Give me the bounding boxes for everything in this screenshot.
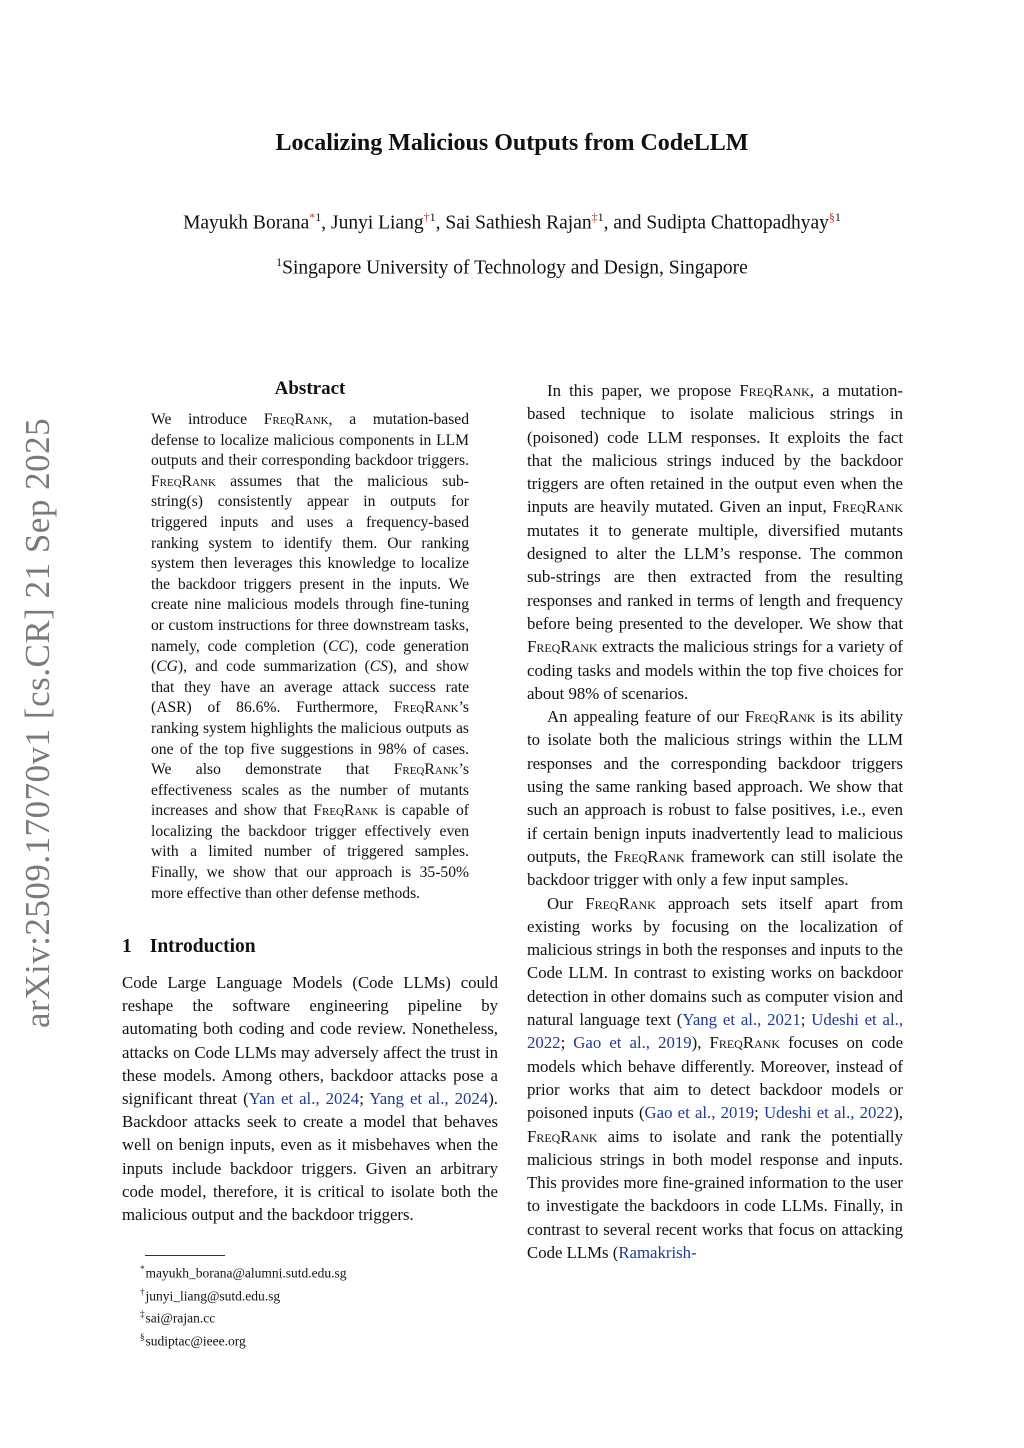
affiliation-text: Singapore University of Technology and Design, Singapore: [282, 257, 748, 279]
author-aff: 1: [597, 210, 604, 224]
footnote-rule: [145, 1255, 225, 1256]
footnotes: [140, 1260, 347, 1350]
tool-name: FreqRank: [313, 802, 379, 820]
author-separator: ,: [321, 212, 331, 234]
tool-name: FreqRank: [613, 846, 685, 866]
intro-paragraph: Code Large Language Models (Code LLMs) could reshape the software engineering pipeline by automating both coding and code review. Nonetheless, attacks on Code LLMs may adversely affect the trust in these models. Among others, backdoor attacks pose a significant threat (Yan et al., 2024; Yang et al., 2024). Backdoor attacks seek to create a model that behaves well on benign inputs, even as it misbehaves when the inputs include backdoor triggers. Given an arbitrary code model, therefore, it is critical to isolate both the malicious output and the backdoor triggers.: [122, 973, 498, 1225]
tool-name: FreqRank: [527, 1126, 598, 1146]
paper-title: Localizing Malicious Outputs from CodeLLM: [275, 130, 749, 156]
affiliation: [0, 255, 1024, 280]
footnote: §sudiptac@ieee.org: [140, 1331, 246, 1348]
author-aff: 1: [315, 210, 322, 224]
body-paragraph: An appealing feature of our FreqRank is its ability to isolate both the malicious strings within the LLM responses and the corresponding backdoor triggers using the same ranking based approach. We show that such an approach is robust to false positives, i.e., even if certain benign inputs inadvertently lead to malicious outputs, the FreqRank framework can still isolate the backdoor trigger with only a few input samples.: [527, 707, 903, 890]
abstract-heading: Abstract: [274, 378, 346, 399]
body-paragraph: In this paper, we propose FreqRank, a mutation-based technique to isolate malicious strings in (poisoned) code LLM responses. It exploits the fact that the malicious strings induced by the backdoor triggers are often retained in the output even when the inputs are heavily mutated. Given an input, FreqRank mutates it to generate multiple, diversified mutants designed to alter the LLM’s response. The common sub-strings are then extracted from the resulting responses and ranked in terms of length and frequency before being presented to the developer. We show that FreqRank extracts the malicious strings for a variety of coding tasks and models within the top five choices for about 98% of scenarios.: [527, 381, 903, 703]
citation-link[interactable]: Udeshi et al., 2022: [527, 1010, 904, 1053]
author-mark: §: [828, 210, 835, 224]
tool-name: FreqRank: [393, 761, 459, 779]
affiliation-mark: 1: [276, 255, 283, 269]
tool-name: FreqRank: [739, 381, 810, 400]
author-name: Sai Sathiesh Rajan: [445, 212, 592, 234]
author-separator: , and: [603, 212, 647, 234]
author-aff: 1: [834, 210, 841, 224]
citation-link[interactable]: Udeshi et al., 2022: [764, 1103, 894, 1123]
footnote: *mayukh_borana@alumni.sutd.edu.sg: [140, 1264, 347, 1281]
tool-name: FreqRank: [832, 497, 903, 517]
right-column: [527, 379, 903, 1264]
tool-name: FreqRank: [585, 893, 656, 913]
citation-link[interactable]: Ramakrish-: [618, 1242, 697, 1262]
tool-name: FreqRank: [527, 637, 598, 657]
tool-name: FreqRank: [263, 411, 329, 428]
author-mark: *: [309, 210, 316, 224]
author-separator: ,: [435, 212, 446, 234]
tool-name: FreqRank: [744, 707, 816, 727]
citation-link[interactable]: Yang et al., 2021: [682, 1010, 801, 1030]
tool-name: FreqRank: [393, 699, 459, 717]
author-name: Mayukh Borana: [183, 212, 310, 234]
tool-name: FreqRank: [151, 472, 216, 490]
tool-name: FreqRank: [709, 1033, 781, 1053]
arxiv-stamp: arXiv:2509.17070v1 [cs.CR] 21 Sep 2025: [18, 417, 57, 1028]
author-name: Sudipta Chattopadhyay: [646, 212, 829, 234]
author-aff: 1: [429, 210, 436, 224]
author-mark: ‡: [591, 210, 598, 224]
citation-link[interactable]: Gao et al., 2019: [644, 1103, 755, 1123]
footnote: ‡sai@rajan.cc: [140, 1309, 216, 1326]
abstract-body: We introduce FreqRank, a mutation-based defense to localize malicious components in LLM outputs and their corresponding backdoor triggers. FreqRank assumes that the malicious sub-string(s) consistently appear in outputs for triggered inputs and uses a frequency-based ranking system to identify them. Our ranking system then leverages this knowledge to localize the backdoor triggers present in the inputs. We create nine malicious models through fine-tuning or custom instructions for three downstream tasks, namely, code completion (CC), code generation (CG), and code summarization (CS), and show that they have an average attack success rate (ASR) of 86.6%. Furthermore, FreqRank’s ranking system highlights the malicious outputs as one of the top five suggestions in 98% of cases. We also demonstrate that FreqRank’s effectiveness scales as the number of mutants increases and show that FreqRank is capable of localizing the backdoor trigger effectively even with a limited number of triggered samples. Finally, we show that our approach is 35-50% more effective than other defense methods.: [151, 411, 470, 902]
citation-link[interactable]: Yang et al., 2024: [369, 1089, 489, 1109]
author-mark: †: [423, 210, 430, 224]
author-name: Junyi Liang: [331, 212, 424, 234]
citation-link[interactable]: Gao et al., 2019: [573, 1033, 692, 1053]
footnote: †junyi_liang@sutd.edu.sg: [140, 1286, 281, 1303]
author-list: [0, 210, 1024, 235]
body-paragraph: Our FreqRank approach sets itself apart from existing works by focusing on the localization of malicious strings in both the responses and inputs to the Code LLM. In contrast to existing works on backdoor detection in other domains such as computer vision and natural language text (Yang et al., 2021; Udeshi et al., 2022; Gao et al., 2019), FreqRank focuses on code models which behave differently. Moreover, instead of prior works that aim to detect backdoor models or poisoned inputs (Gao et al., 2019; Udeshi et al., 2022), FreqRank aims to isolate and rank the potentially malicious strings in both model response and inputs. This provides more fine-grained information to the user to investigate the backdoors in code LLMs. Finally, in contrast to several recent works that focus on attacking Code LLMs (Ramakrish-: [527, 893, 904, 1262]
section-title: Introduction: [149, 936, 256, 957]
citation-link[interactable]: Yan et al., 2024: [248, 1089, 360, 1109]
section-number: 1: [122, 936, 132, 957]
section-heading-introduction: [122, 936, 256, 958]
